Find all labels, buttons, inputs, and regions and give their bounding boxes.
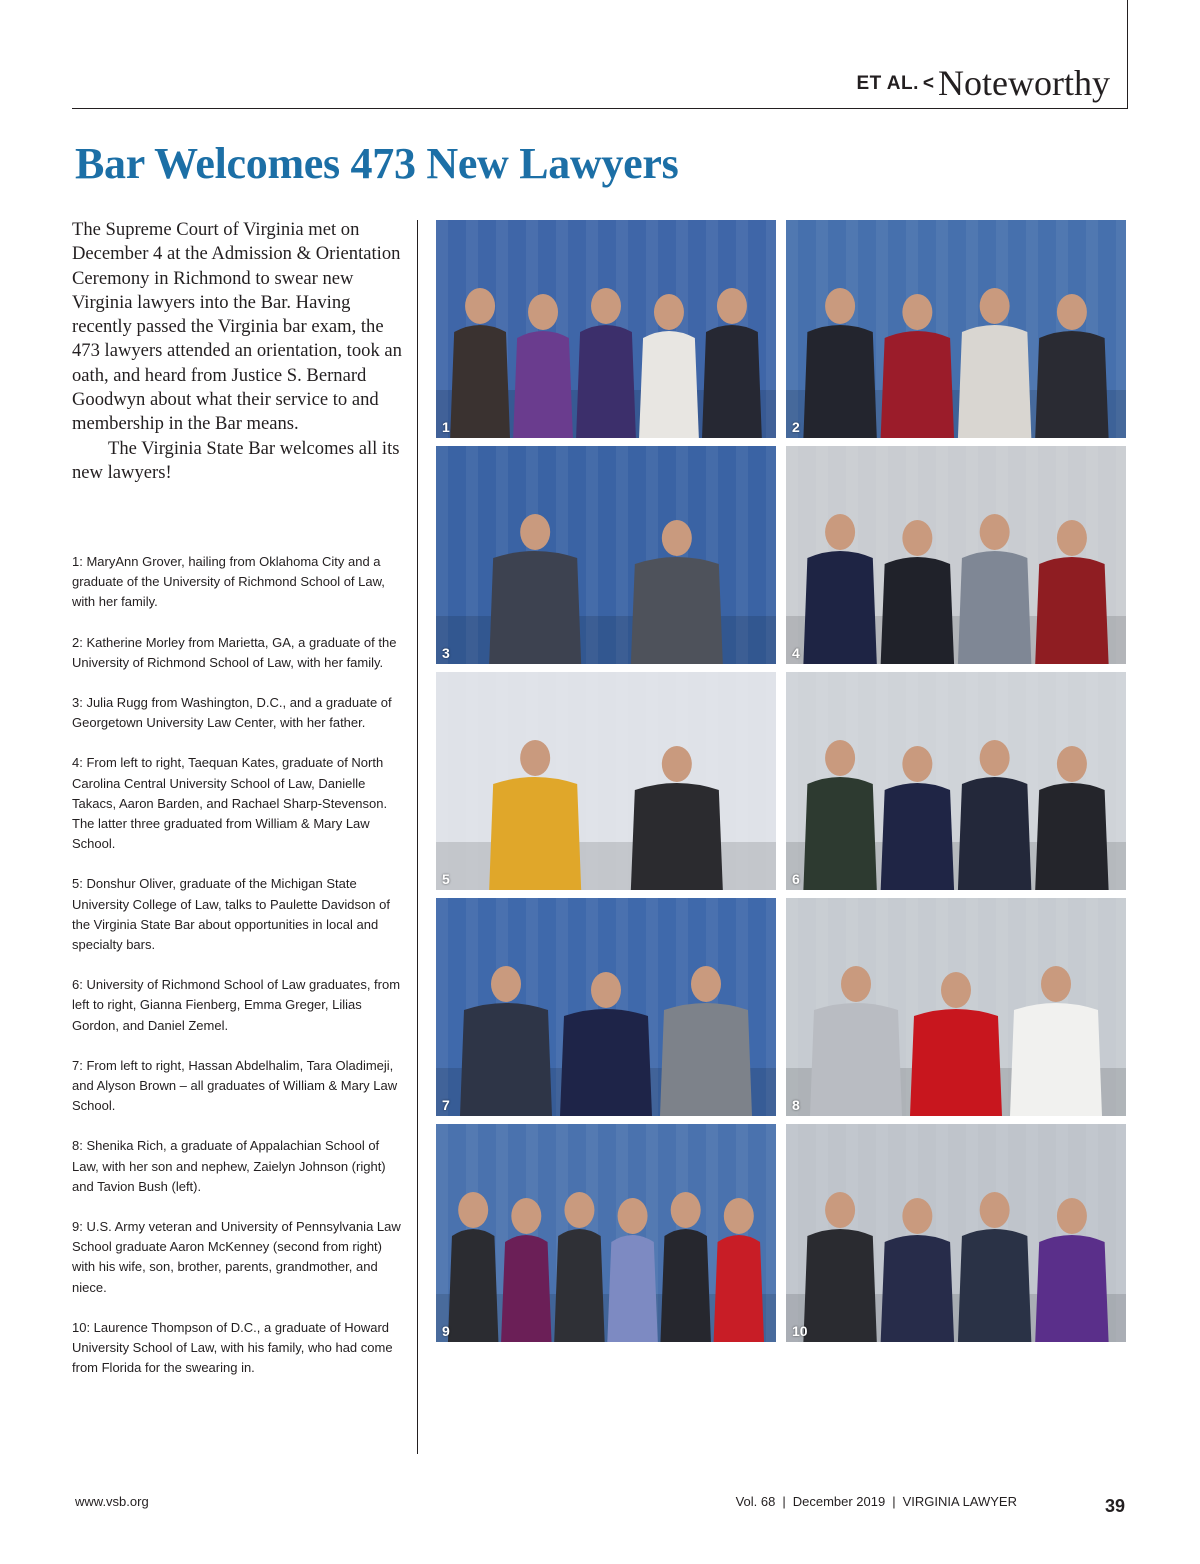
column-divider <box>417 220 418 1454</box>
person-figure <box>1035 783 1108 890</box>
caption-10: 10: Laurence Thompson of D.C., a graduate of Howard University School of Law, with his family, who had come from Florida for the swearing in. <box>72 1319 393 1376</box>
photo-2 <box>786 220 1126 438</box>
photo-number: 1 <box>442 419 450 435</box>
person-figure <box>958 551 1031 664</box>
person-head <box>465 288 495 324</box>
footer-website: www.vsb.org <box>75 1494 149 1509</box>
caption-1: 1: MaryAnn Grover, hailing from Oklahoma City and a graduate of the University of Richmond School of Law, with her family. <box>72 554 385 610</box>
footer-issue <box>736 1494 1017 1509</box>
person-figure <box>631 557 723 664</box>
person-head <box>825 288 855 324</box>
footer-divider: | <box>892 1494 896 1509</box>
photo-6 <box>786 672 1126 890</box>
person-figure <box>803 551 876 664</box>
person-head <box>980 1192 1010 1228</box>
person-figure <box>810 1003 902 1116</box>
person-head <box>520 740 550 776</box>
section-separator: < <box>922 73 935 94</box>
person-figure <box>803 777 876 890</box>
page-number: 39 <box>1104 1496 1125 1516</box>
person-figure <box>660 1003 752 1116</box>
welcome-paragraph: The Virginia State Bar welcomes all its new lawyers! <box>72 437 400 483</box>
person-head <box>491 966 521 1002</box>
person-figure <box>881 783 954 890</box>
person-figure <box>881 557 954 664</box>
person-head <box>980 514 1010 550</box>
person-figure <box>631 783 723 890</box>
photo-5 <box>436 672 776 890</box>
person-figure <box>714 1235 764 1342</box>
person-figure <box>702 325 762 438</box>
section-header <box>856 62 1110 104</box>
section-title: Noteworthy <box>938 63 1110 103</box>
person-head <box>902 520 932 556</box>
caption-4: 4: From left to right, Taequan Kates, graduate of North Carolina Central University School of Law, Danielle Takacs, Aaron Barden, and Rachael Sharp-Stevenson. The latter three graduated from William & Mary Law School. <box>72 755 388 852</box>
person-head <box>662 746 692 782</box>
photo-4-image <box>786 446 1126 664</box>
person-head <box>591 288 621 324</box>
header-rule <box>72 108 1128 109</box>
person-figure <box>803 1229 876 1342</box>
photo-captions <box>72 552 407 1399</box>
person-head <box>902 1198 932 1234</box>
person-head <box>1057 1198 1087 1234</box>
footer-volume: Vol. 68 <box>735 1494 776 1509</box>
person-figure <box>1035 331 1108 438</box>
person-figure <box>448 1229 498 1342</box>
person-figure <box>513 331 573 438</box>
person-head <box>941 972 971 1008</box>
photo-number: 3 <box>442 645 450 661</box>
person-figure <box>1035 1235 1108 1342</box>
person-head <box>564 1192 594 1228</box>
section-label: ET AL. <box>856 73 919 94</box>
person-head <box>980 740 1010 776</box>
person-figure <box>803 325 876 438</box>
header-vertical-rule <box>1127 0 1128 108</box>
person-head <box>902 746 932 782</box>
photo-8 <box>786 898 1126 1116</box>
person-head <box>1057 520 1087 556</box>
caption-7: 7: From left to right, Hassan Abdelhalim, Tara Oladimeji, and Alyson Brown – all graduates of William & Mary Law School. <box>72 1057 398 1114</box>
person-head <box>825 1192 855 1228</box>
photo-number: 7 <box>442 1097 450 1113</box>
photo-number: 4 <box>792 645 800 661</box>
person-figure <box>489 777 581 890</box>
photo-3-image <box>436 446 776 664</box>
person-head <box>902 294 932 330</box>
person-head <box>1041 966 1071 1002</box>
person-head <box>528 294 558 330</box>
person-head <box>671 1192 701 1228</box>
article-intro <box>72 218 407 485</box>
person-figure <box>607 1235 657 1342</box>
person-figure <box>501 1235 551 1342</box>
person-figure <box>554 1229 604 1342</box>
photo-number: 9 <box>442 1323 450 1339</box>
photo-1-image <box>436 220 776 438</box>
person-figure <box>660 1229 710 1342</box>
person-head <box>724 1198 754 1234</box>
person-head <box>458 1192 488 1228</box>
photo-10-image <box>786 1124 1126 1342</box>
article-title: Bar Welcomes 473 New Lawyers <box>75 139 679 188</box>
person-head <box>980 288 1010 324</box>
person-figure <box>881 331 954 438</box>
photo-number: 2 <box>792 419 800 435</box>
photo-6-image <box>786 672 1126 890</box>
photo-number: 6 <box>792 871 800 887</box>
person-head <box>1057 294 1087 330</box>
footer-date: December 2019 <box>792 1494 886 1509</box>
person-head <box>691 966 721 1002</box>
footer-publication: VIRGINIA LAWYER <box>902 1494 1017 1509</box>
person-head <box>825 514 855 550</box>
photo-7 <box>436 898 776 1116</box>
caption-3: 3: Julia Rugg from Washington, D.C., and a graduate of Georgetown University Law Center, with her father. <box>72 695 392 731</box>
intro-paragraph: The Supreme Court of Virginia met on December 4 at the Admission & Orientation Ceremony in Richmond to swear new Virginia lawyers into the Bar. Having recently passed the Virginia bar exam, the 473 lawyers attended an orientation, took an oath, and heard from Justice S. Bernard Goodwyn about what their service to and membership in the Bar means. <box>72 219 402 435</box>
photo-7-image <box>436 898 776 1116</box>
person-head <box>618 1198 648 1234</box>
person-figure <box>576 325 636 438</box>
person-figure <box>460 1003 552 1116</box>
person-figure <box>639 331 699 438</box>
photo-4 <box>786 446 1126 664</box>
photo-number: 5 <box>442 871 450 887</box>
photo-3 <box>436 446 776 664</box>
person-head <box>520 514 550 550</box>
person-head <box>825 740 855 776</box>
caption-2: 2: Katherine Morley from Marietta, GA, a graduate of the University of Richmond School of Law, with her family. <box>72 634 397 670</box>
caption-5: 5: Donshur Oliver, graduate of the Michigan State University College of Law, talks to Paulette Davidson of the Virginia State Bar about opportunities in local and specialty bars. <box>72 876 390 953</box>
person-figure <box>958 777 1031 890</box>
caption-9: 9: U.S. Army veteran and University of Pennsylvania Law School graduate Aaron McKenney (second from right) with his wife, son, brother, parents, grandmother, and niece. <box>72 1219 401 1295</box>
person-figure <box>1035 557 1108 664</box>
person-head <box>717 288 747 324</box>
caption-6: 6: University of Richmond School of Law graduates, from left to right, Gianna Fienberg, Emma Greger, Lilias Gordon, and Daniel Zemel. <box>72 977 401 1033</box>
photo-1 <box>436 220 776 438</box>
person-figure <box>910 1009 1002 1116</box>
person-head <box>1057 746 1087 782</box>
photo-9 <box>436 1124 776 1342</box>
person-figure <box>1010 1003 1102 1116</box>
person-head <box>841 966 871 1002</box>
person-head <box>662 520 692 556</box>
photo-10 <box>786 1124 1126 1342</box>
photo-2-image <box>786 220 1126 438</box>
photo-9-image <box>436 1124 776 1342</box>
person-figure <box>881 1235 954 1342</box>
person-head <box>654 294 684 330</box>
person-figure <box>450 325 510 438</box>
person-head <box>591 972 621 1008</box>
person-figure <box>489 551 581 664</box>
caption-8: 8: Shenika Rich, a graduate of Appalachian School of Law, with her son and nephew, Zaielyn Johnson (right) and Tavion Bush (left). <box>72 1138 386 1194</box>
photo-number: 10 <box>792 1323 808 1339</box>
person-head <box>511 1198 541 1234</box>
photo-number: 8 <box>792 1097 800 1113</box>
footer-divider: | <box>782 1494 786 1509</box>
photo-8-image <box>786 898 1126 1116</box>
person-figure <box>958 1229 1031 1342</box>
person-figure <box>958 325 1031 438</box>
photo-5-image <box>436 672 776 890</box>
person-figure <box>560 1009 652 1116</box>
